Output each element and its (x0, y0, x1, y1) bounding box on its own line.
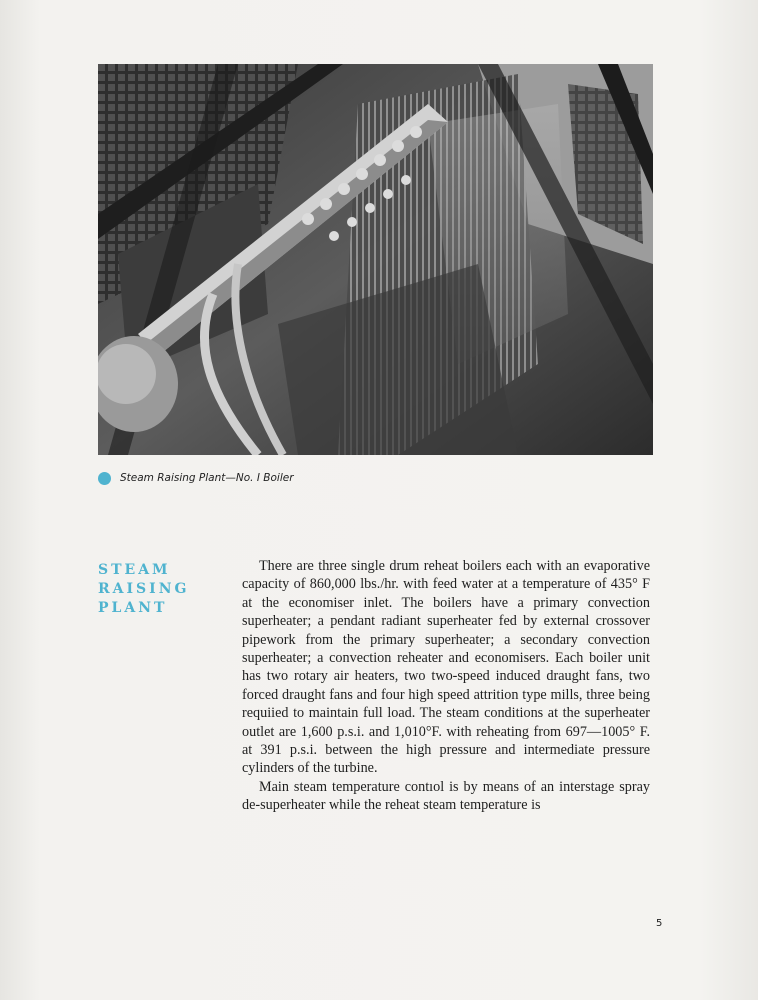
heading-line-1: STEAM (98, 562, 171, 578)
paragraph-2: Main steam temperature contıol is by means of an interstage spray de-superheater while the reheat steam temperature is (242, 778, 650, 814)
page-number: 5 (656, 918, 663, 929)
heading-line-3: PLANT (98, 600, 168, 616)
section-heading (98, 561, 228, 618)
paragraph-1: There are three single drum reheat boilers each with an evaporative capacity of 860,000 lbs./hr. with feed water at a temperature of 435° F at the economiser inlet. The boilers have a primary convection superheater; a pendant radiant superheater fed by external crossover pipework from the primary superheater; a secondary convection superheater; a convection reheater and economisers. Each boiler unit has two rotary air heaters, two two-speed induced draught fans, two forced draught fans and four high speed attrition type mills, three being requiied to maintain full load. The steam conditions at the superheater outlet are 1,600 p.s.i. and 1,010°F. with reheating from 697—1005° F. at 391 p.s.i. between the high pressure and intermediate pressure cylinders of the turbine. (242, 558, 650, 777)
section-body (242, 557, 650, 815)
photo-caption (98, 470, 294, 486)
caption-text: Steam Raising Plant—No. I Boiler (120, 472, 294, 484)
caption-bullet-icon (98, 472, 111, 485)
boiler-photo (98, 64, 653, 455)
heading-line-2: RAISING (98, 581, 190, 597)
